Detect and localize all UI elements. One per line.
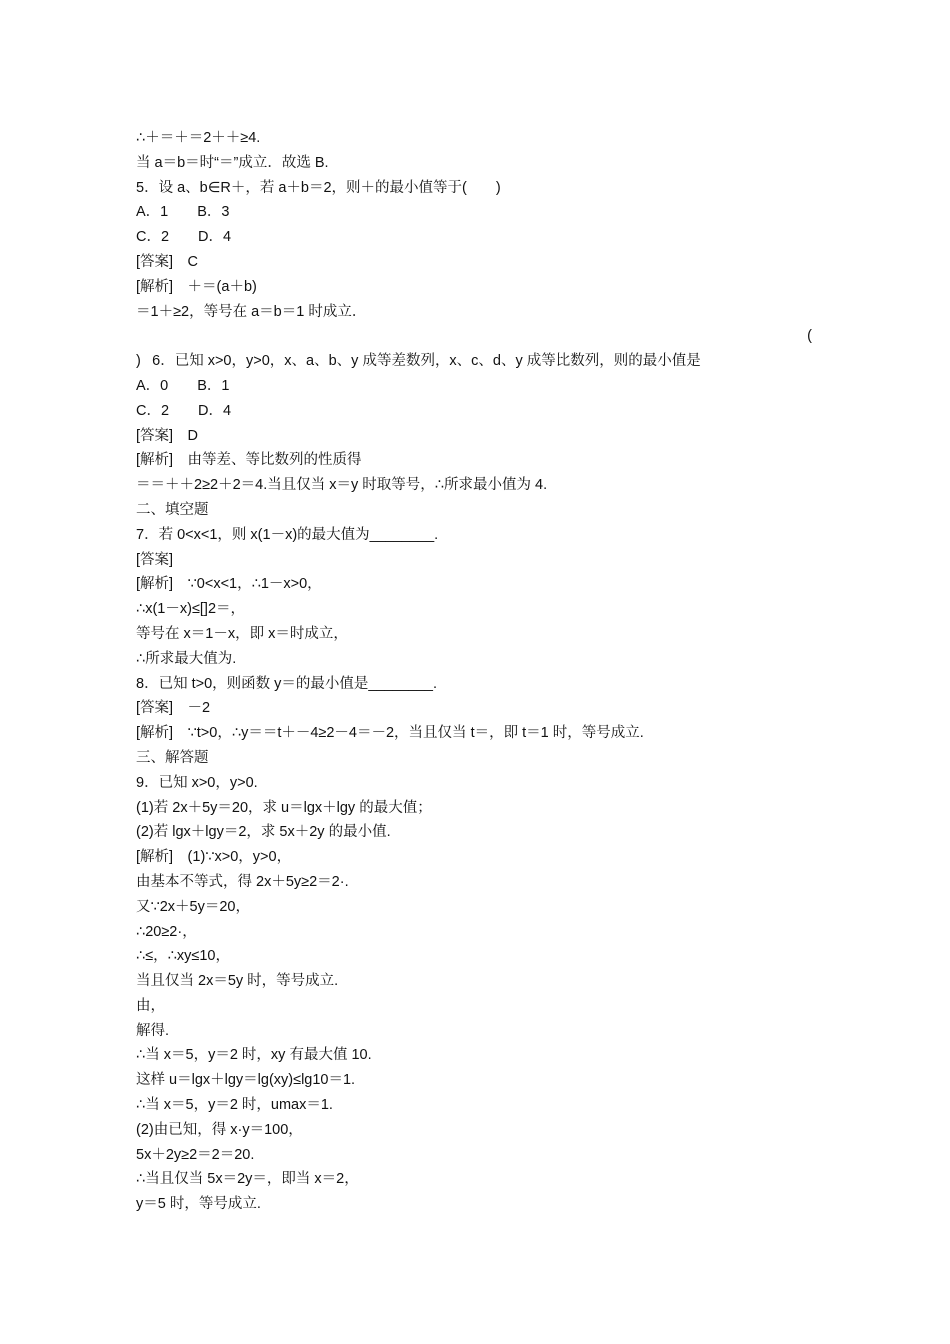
answer-line: [答案] －2 [136,700,211,717]
text-line: y＝5 时，等号成立. [136,1196,261,1213]
section-heading: 三、解答题 [136,749,209,766]
question-8: 8．已知 t>0，则函数 y＝的最小值是________. [136,675,437,692]
text-line: 又∵2x＋5y＝20， [136,898,250,915]
text-line: ∴所求最大值为. [136,650,237,667]
text-line: 由基本不等式，得 2x＋5y≥2＝2·. [136,873,349,890]
text-line: (2)若 lgx＋lgy＝2，求 5x＋2y 的最小值. [136,824,391,841]
options-line: A．1 B．3 [136,204,230,221]
analysis-line: [解析] (1)∵x>0，y>0， [136,849,292,866]
answer-line: [答案] D [136,427,199,444]
section-heading: 二、填空题 [136,501,209,518]
text-line: ∴20≥2·， [136,923,197,940]
text-line: 当且仅当 2x＝5y 时，等号成立. [136,973,339,990]
document-body [136,126,816,1217]
text-line: 5x＋2y≥2＝2＝20. [136,1146,255,1163]
text-line: ∴当 x＝5，y＝2 时，xy 有最大值 10. [136,1047,372,1064]
options-line: C．2 D．4 [136,402,232,419]
text-line: ＝＝＋＋2≥2＋2＝4.当且仅当 x＝y 时取等号，∴所求最小值为 4. [136,477,548,494]
text-line: 解得. [136,1022,170,1039]
text-line: (1)若 2x＋5y＝20，求 u＝lgx＋lgy 的最大值； [136,799,432,816]
analysis-line: [解析] 由等差、等比数列的性质得 [136,452,362,469]
question-9: 9．已知 x>0，y>0. [136,774,258,791]
analysis-line: [解析] ∵t>0，∴y＝＝t＋－4≥2－4＝－2，当且仅当 t＝，即 t＝1 时，等号成立. [136,725,644,742]
text-line: 当 a＝b＝时“＝”成立．故选 B. [136,154,329,171]
analysis-line: [解析] ＋＝(a＋b) [136,278,257,295]
options-line: C．2 D．4 [136,229,232,246]
text-line: ∴x(1－x)≤[]2＝， [136,601,246,618]
options-line: A．0 B．1 [136,377,230,394]
text-line: ∴≤，∴xy≤10， [136,948,230,965]
text-line: ∴＋＝＋＝2＋＋≥4. [136,130,261,146]
question-6-paren: ( [807,328,812,345]
text-line: ) [136,353,141,370]
question-5: 5．设 a、b∈R＋，若 a＋b＝2，则＋的最小值等于( ) [136,179,501,196]
text-line: 这样 u＝lgx＋lgy＝lg(xy)≤lg10＝1. [136,1072,356,1089]
text-line: 等号在 x＝1－x，即 x＝时成立， [136,625,348,642]
answer-line: [答案] [136,551,174,568]
text-line: ∴当 x＝5，y＝2 时，umax＝1. [136,1097,333,1114]
text-line: ∴当且仅当 5x＝2y＝，即当 x＝2， [136,1171,359,1188]
question-6-text: 6．已知 x>0，y>0，x、a、b、y 成等差数列，x、c、d、y 成等比数列，则的最小值是 [152,353,701,370]
text-line: (2)由已知，得 x·y＝100， [136,1121,303,1138]
analysis-line: [解析] ∵0<x<1，∴1－x>0， [136,576,322,593]
question-6 [136,324,816,370]
question-7: 7．若 0<x<1，则 x(1－x)的最大值为________. [136,526,439,543]
text-line: 由， [136,997,165,1014]
text-line: ＝1＋≥2，等号在 a＝b＝1 时成立． [136,303,367,320]
answer-line: [答案] C [136,253,199,270]
